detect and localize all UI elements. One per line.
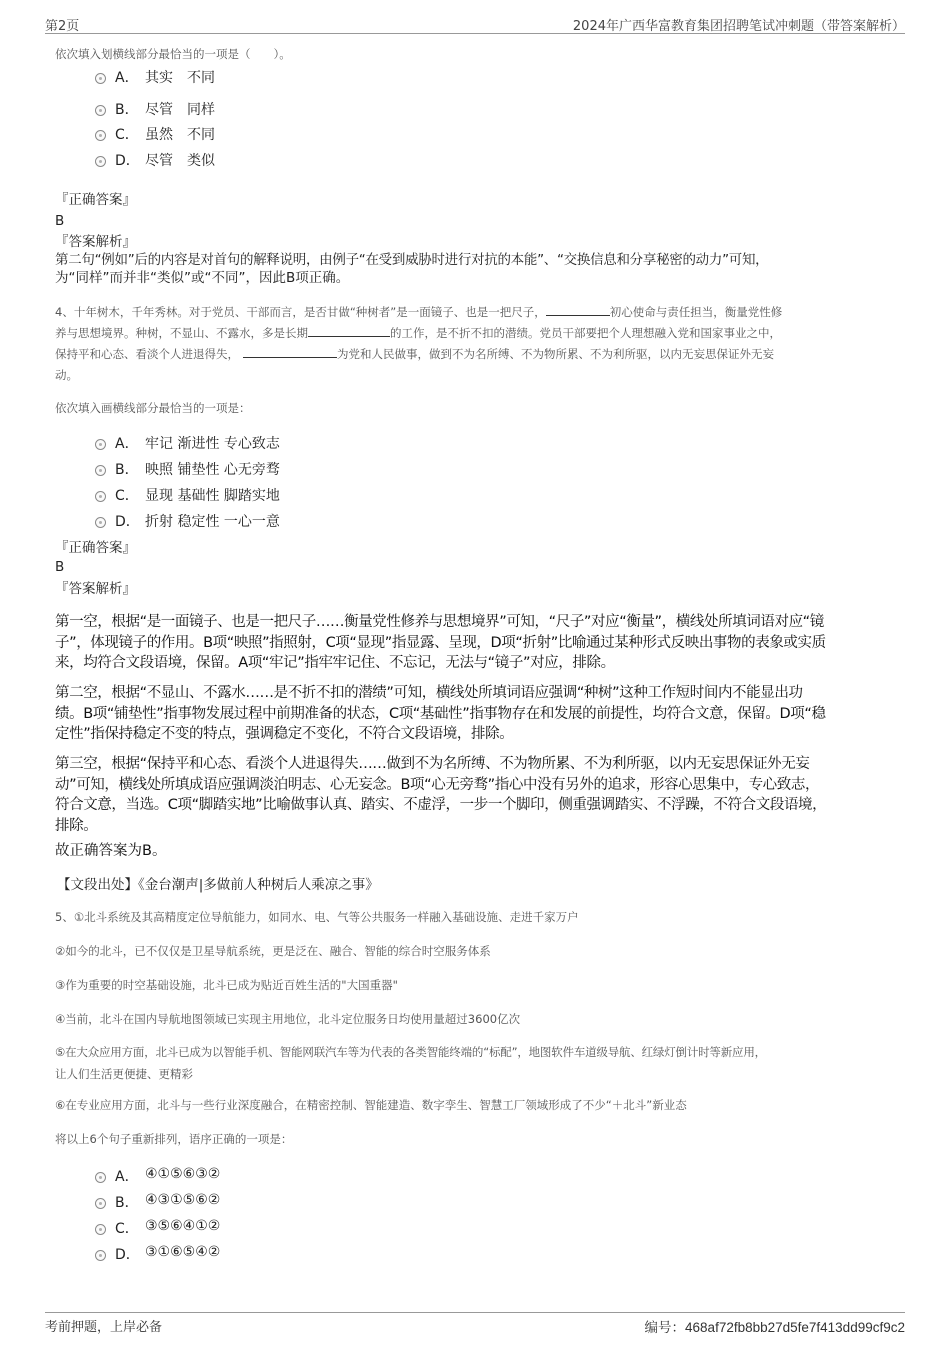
q4-source: 【文段出处】《金台潮声|多做前人种树后人乘凉之事》 — [57, 877, 379, 893]
q3-answer: B — [55, 213, 65, 229]
q3-analysis-line: 第二句“例如”后的内容是对首句的解释说明，由例子“在受到威胁时进行对抗的本能”、“交换信息和分享秘密的动力”可知， — [55, 252, 769, 268]
option-text: ③⑤⑥④①② — [145, 1218, 221, 1234]
analysis-line: 来，均符合文段语境，保留。A项“牢记”指牢牢记住、不忘记，无法与“镜子”对应，排除。 — [55, 655, 615, 671]
option-text: 尽管 类似 — [145, 153, 215, 169]
option-text: 牢记 渐进性 专心致志 — [145, 436, 280, 452]
analysis-line: 排除。 — [55, 817, 98, 834]
analysis-line: 符合文意，当选。C项“脚踏实地”比喻做事认真、踏实、不虚浮，一步一个脚印，侧重强调踏实、不浮躁，不符合文段语境， — [55, 797, 827, 813]
option-label: A． — [115, 436, 139, 452]
analysis-line: 第二空，根据“不显山、不露水……是不折不扣的潜绩”可知，横线处所填词语应强调“种树”这种工作短时间内不能显出功 — [55, 685, 803, 701]
option-text: 映照 铺垫性 心无旁骛 — [145, 462, 280, 478]
blank-underline — [308, 325, 390, 337]
q5-sentence-6: ⑥在专业应用方面，北斗与一些行业深度融合，在精密控制、智能建造、数字孪生、智慧工厂领域形成了不少“＋北斗”新业态 — [55, 1098, 687, 1112]
q3-analysis-line: 为“同样”而并非“类似”或“不同”，因此B项正确。 — [55, 270, 350, 286]
document-title: 2024年广西华富教育集团招聘笔试冲刺题（带答案解析） — [572, 19, 905, 34]
option-label: C． — [115, 127, 139, 143]
serial-label: 编号： — [644, 1320, 686, 1335]
blank-underline — [243, 346, 337, 358]
option-text: 其实 不同 — [145, 70, 215, 86]
option-label: D． — [115, 153, 140, 169]
option-text: ④③①⑤⑥② — [145, 1192, 221, 1208]
q4-stem-text: 初心使命与责任担当，衡量党性修 — [609, 305, 783, 319]
radio-button[interactable] — [95, 130, 106, 141]
radio-button[interactable] — [95, 73, 106, 84]
radio-button[interactable] — [95, 517, 106, 528]
analysis-line: 绩。B项“铺垫性”指事物发展过程中前期准备的状态，C项“基础性”指事物存在和发展的前提性，均符合文意，保留。D项“稳 — [55, 705, 826, 722]
q5-sentence-2: ②如今的北斗，已不仅仅是卫星导航系统，更是泛在、融合、智能的综合时空服务体系 — [55, 944, 491, 958]
radio-button[interactable] — [95, 491, 106, 502]
radio-button[interactable] — [95, 465, 106, 476]
radio-button[interactable] — [95, 156, 106, 167]
page-footer — [45, 1312, 905, 1335]
radio-button[interactable] — [95, 1224, 106, 1235]
option-text: ③①⑥⑤④② — [145, 1244, 221, 1260]
q5-sentence-3: ③作为重要的时空基础设施，北斗已成为贴近百姓生活的"大国重器" — [55, 978, 398, 992]
footer-slogan: 考前押题，上岸必备 — [45, 1320, 163, 1335]
q5-sentence-5 — [55, 1042, 905, 1085]
q4-stem-line: 动。 — [55, 368, 78, 382]
q4-analysis-heading: 『答案解析』 — [55, 581, 136, 597]
q3-analysis-heading: 『答案解析』 — [55, 234, 136, 250]
q4-stem-text: 4、十年树木，千年秀林。对于党员、干部而言，是否甘做“种树者”是一面镜子、也是一把尺子， — [55, 305, 546, 319]
radio-button[interactable] — [95, 105, 106, 116]
q4-stem-line — [55, 302, 905, 324]
document-serial — [645, 1316, 905, 1336]
sentence-line: 让人们生活更便捷、更精彩 — [55, 1066, 193, 1081]
option-text: 显现 基础性 脚踏实地 — [145, 488, 280, 504]
radio-button[interactable] — [95, 1198, 106, 1209]
q4-stem-text: 保持平和心态、看淡个人进退得失， — [55, 347, 239, 361]
q4-analysis-paragraph-2 — [55, 683, 905, 745]
serial-number: 468af72fb8bb27d5fe7f413dd99cf9c2 — [685, 1320, 905, 1335]
option-label: B． — [115, 1195, 139, 1211]
q5-sentence-4: ④当前，北斗在国内导航地图领域已实现主用地位，北斗定位服务日均使用量超过3600亿次 — [55, 1012, 521, 1026]
option-label: A． — [115, 1169, 139, 1185]
q4-instruction: 依次填入画横线部分最恰当的一项是： — [55, 401, 251, 415]
radio-button[interactable] — [95, 439, 106, 450]
option-text: ④①⑤⑥③② — [145, 1166, 221, 1182]
blank-underline — [546, 304, 610, 316]
option-text: 折射 稳定性 一心一意 — [145, 514, 280, 530]
option-label: A． — [115, 70, 139, 86]
option-text: 虽然 不同 — [145, 127, 215, 143]
option-label: C． — [115, 1221, 139, 1237]
q4-conclusion: 故正确答案为B。 — [55, 843, 167, 859]
analysis-line: 第一空，根据“是一面镜子、也是一把尺子……衡量党性修养与思想境界”可知，“尺子”对应“衡量”，横线处所填词语对应“镜 — [55, 614, 824, 630]
option-label: C． — [115, 488, 139, 504]
q4-stem-text: 为党和人民做事，做到不为名所缚、不为物所累、不为利所驱，以内无妄思保证外无妄 — [337, 347, 774, 361]
q4-stem-line — [55, 344, 905, 366]
q4-answer: B — [55, 559, 65, 575]
q4-stem-text: 的工作，是不折不扣的潜绩。党员干部要把个人理想融入党和国家事业之中， — [390, 326, 781, 340]
option-label: D． — [115, 514, 140, 530]
q4-answer-heading: 『正确答案』 — [55, 540, 136, 556]
option-text: 尽管 同样 — [145, 102, 215, 118]
q3-answer-heading: 『正确答案』 — [55, 192, 136, 208]
option-label: D． — [115, 1247, 140, 1263]
q5-instruction: 将以上6个句子重新排列，语序正确的一项是： — [55, 1132, 293, 1146]
page-number: 第2页 — [45, 19, 80, 34]
q3-instruction: 依次填入划横线部分最恰当的一项是（ ）。 — [55, 47, 291, 61]
option-label: B． — [115, 462, 139, 478]
radio-button[interactable] — [95, 1250, 106, 1261]
page-header — [45, 12, 905, 34]
q4-stem-line — [55, 323, 905, 345]
q4-analysis-paragraph-1 — [55, 612, 905, 674]
q5-sentence-1: 5、①北斗系统及其高精度定位导航能力，如同水、电、气等公共服务一样融入基础设施、走进千家万户 — [55, 910, 579, 924]
analysis-line: 动”可知，横线处所填成语应强调淡泊明志、心无妄念。B项“心无旁骛”指心中没有另外的追求，形容心思集中，专心致志， — [55, 776, 820, 793]
analysis-line: 定性”指保持稳定不变的特点，强调稳定不变化，不符合文段语境，排除。 — [55, 726, 514, 742]
q4-analysis-paragraph-3 — [55, 754, 905, 836]
q4-stem-text: 养与思想境界。种树，不显山、不露水，多是长期 — [55, 326, 308, 340]
radio-button[interactable] — [95, 1172, 106, 1183]
sentence-line: ⑤在大众应用方面，北斗已成为以智能手机、智能网联汽车等为代表的各类智能终端的“标配”，地图软件车道级导航、红绿灯倒计时等新应用， — [55, 1045, 766, 1059]
analysis-line: 第三空，根据“保持平和心态、看淡个人进退得失……做到不为名所缚、不为物所累、不为利所驱，以内无妄思保证外无妄 — [55, 756, 810, 772]
option-label: B． — [115, 102, 139, 118]
analysis-line: 子”，体现镜子的作用。B项“映照”指照射，C项“显现”指显露、呈现，D项“折射”比喻通过某种形式反映出事物的表象或实质 — [55, 634, 826, 651]
